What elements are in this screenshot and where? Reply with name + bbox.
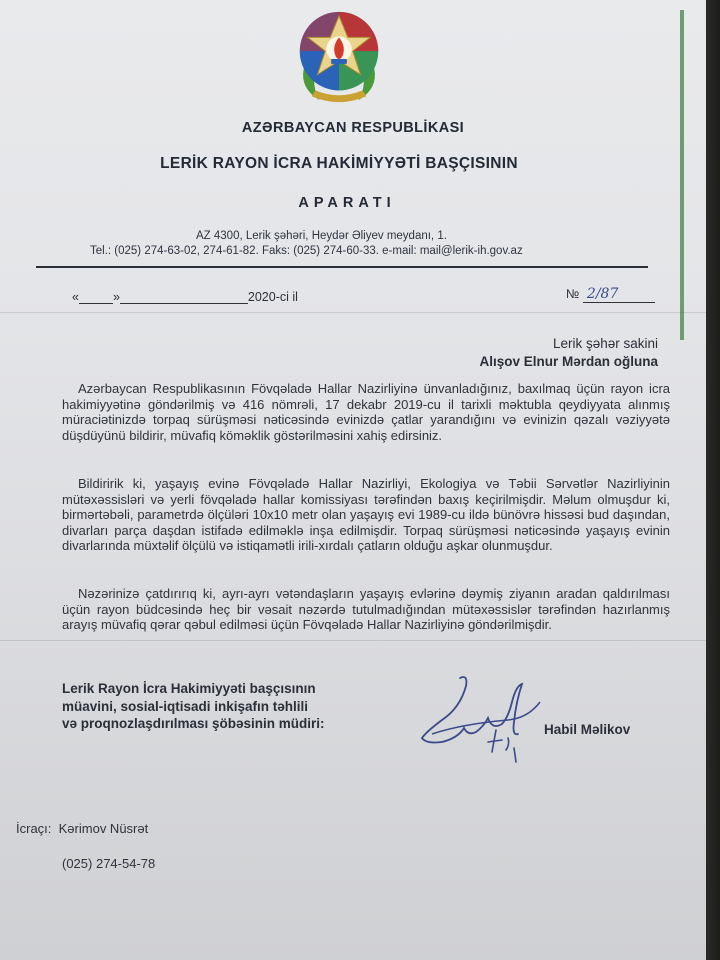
- paragraph-text: Azərbaycan Respublikasının Fövqəladə Hallar Nazirliyinə ünvanladığınız, baxılmaq üçün rayon icra hakimiyyətinə göndərilmiş və 416 nömrəli, 17 dekabr 2019-cu il tarixli məktubla qeydiyyata alınmış müraciətinizdə torpaq sürüşməsi nəticəsində evinizdə çatlar yarandığını və evinizin qəzalı vəziyyətə düşdüyünü bildirir, müvafiq köməklik göstərilməsini xahiş edirsiniz.: [62, 381, 670, 443]
- executor-phone: (025) 274-54-78: [62, 856, 156, 871]
- office-title: APARATI: [298, 195, 396, 211]
- authority-title: LERİK RAYON İCRA HAKİMİYYƏTİ BAŞÇISININ: [160, 155, 518, 172]
- paper-fold: [0, 312, 706, 313]
- open-quote: «: [72, 290, 79, 304]
- month-blank: [120, 289, 248, 304]
- signatory-line-3: və proqnozlaşdırılması şöbəsinin müdiri:: [62, 716, 325, 731]
- paragraph-2: [62, 476, 670, 554]
- year-text: 2020-ci il: [247, 290, 298, 304]
- executor-label: İcraçı:: [16, 821, 52, 836]
- background-edge: [706, 0, 720, 960]
- paragraph-1: [62, 381, 670, 443]
- signer-name: Habil Məlikov: [544, 722, 631, 737]
- paragraph-text: Bildiririk ki, yaşayış evinə Fövqəladə Hallar Nazirliyi, Ekologiya və Təbii Sərvətlər Nazirliyinin mütəxəssisləri və yerli fövqəladə hallar komissiyası tərəfindən baxış keçirilmişdir. Məlum olmuşdur ki, birmərtəbəli, parametrdə ölçüləri 10x10 metr olan yaşayış evi 1989-cu ildə bünövrə hissəsi bud daşından, divarları parça daşdan istifadə edilməklə inşa edilmişdir. Torpaq sürüşməsi nəticəsində yaşayış evinin divarlarında müxtəlif ölçülü və istiqamətli irili-xırdalı çatların olduğu aşkar olunmuşdur.: [62, 476, 670, 554]
- recipient-line-1: Lerik şəhər sakini: [552, 336, 658, 351]
- address-line: AZ 4300, Lerik şəhəri, Heydər Əliyev meydanı, 1.: [196, 230, 447, 242]
- date-line: [72, 289, 298, 304]
- executor-line: [16, 821, 148, 836]
- state-emblem-icon: [290, 8, 388, 106]
- number-label: №: [566, 287, 580, 301]
- handwritten-signature-icon: [412, 672, 552, 768]
- close-quote: »: [112, 290, 120, 304]
- page-edge-stripe: [680, 10, 684, 340]
- signatory-title: [62, 680, 325, 733]
- signatory-line-2: müavini, sosial-iqtisadi inkişafın təhlili: [62, 698, 309, 714]
- paper-fold: [0, 640, 706, 641]
- day-blank: [79, 289, 113, 304]
- contacts-line: Tel.: (025) 274-63-02, 274-61-82. Faks: (025) 274-60-33. e-mail: mail@lerik-ih.gov.az: [90, 245, 523, 257]
- paragraph-3: [62, 586, 670, 633]
- number-value: 2/87: [583, 286, 655, 303]
- signatory-line-1: Lerik Rayon İcra Hakimiyyəti başçısının: [62, 681, 316, 696]
- country-title: AZƏRBAYCAN RESPUBLİKASI: [241, 120, 465, 136]
- document-number: [566, 286, 655, 303]
- header-divider: [36, 266, 648, 268]
- paragraph-text: Nəzərinizə çatdırırıq ki, ayrı-ayrı vətəndaşların yaşayış evlərinə dəymiş ziyanın aradan qaldırılması üçün rayon büdcəsində heç bir vəsait nəzərdə tutulmadığından mütəxəssislər tərəfindən hazırlanmış arayış müvafiq qərar qəbul edilməsi üçün Fövqəladə Hallar Nazirliyinə göndərilmişdir.: [62, 586, 670, 633]
- executor-name: Kərimov Nüsrət: [58, 821, 149, 836]
- recipient-line-2: Alışov Elnur Mərdan oğluna: [479, 354, 658, 369]
